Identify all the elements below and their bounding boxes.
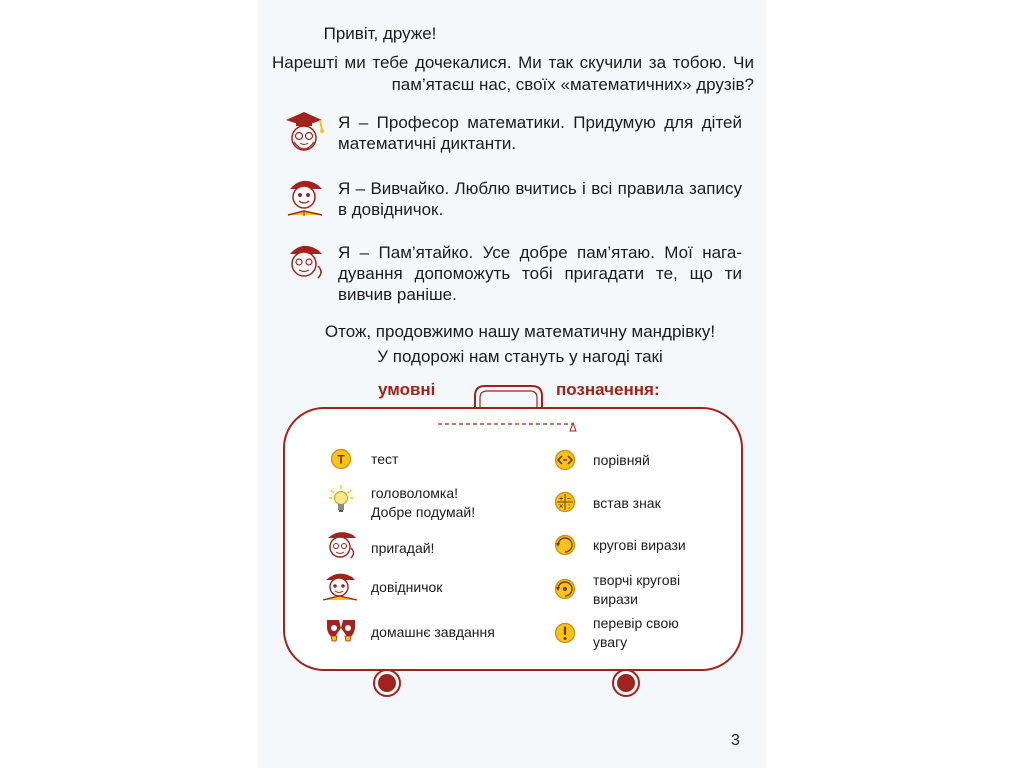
svg-text::: : bbox=[567, 503, 571, 511]
insert-sign-icon bbox=[554, 491, 576, 513]
outro-line-2: У подорожі нам стануть у нагоді такі bbox=[377, 347, 663, 366]
svg-text:T: T bbox=[337, 452, 345, 467]
legend-label-insert-sign: встав знак bbox=[593, 495, 661, 511]
vyvchaiko-text: Я – Вивчайко. Люблю вчитись і всі правила запису в довідничок. bbox=[338, 179, 742, 219]
legend-label-creative-circular: творчі кругові вирази bbox=[593, 572, 681, 607]
pamiataiko-text: Я – Пам’ятайко. Усе добре пам’ятаю. Мої нага-дування допоможуть тобі пригадати те, що ти вивчив раніше. bbox=[338, 243, 742, 304]
legend-label-puzzle: головоломка! Добре подумай! bbox=[371, 485, 476, 520]
lightbulb-icon bbox=[329, 485, 353, 515]
greeting: Привіт, друже! bbox=[323, 24, 437, 43]
legend-label-homework: домашнє завдання bbox=[371, 624, 495, 640]
test-t-icon bbox=[330, 448, 352, 470]
vyvchaiko-icon bbox=[282, 175, 328, 219]
legend-label-compare: порівняй bbox=[593, 452, 650, 468]
legend-label-remember: пригадай! bbox=[371, 540, 435, 556]
remember-face-icon bbox=[323, 528, 359, 560]
legend-label-reference: довідничок bbox=[371, 579, 443, 595]
legend-label-test: тест bbox=[371, 451, 399, 467]
attention-icon bbox=[554, 622, 576, 644]
svg-text:+: + bbox=[558, 496, 564, 503]
circular-expression-icon bbox=[554, 534, 576, 556]
outro-line-1: Отож, продовжимо нашу математичну мандрівку! bbox=[324, 322, 716, 341]
legend-label-attention: перевір свою увагу bbox=[593, 615, 679, 650]
creative-circular-icon bbox=[554, 578, 576, 600]
legend-heading-left: умовні bbox=[378, 380, 436, 399]
legend-label-circular: кругові вирази bbox=[593, 537, 686, 553]
page-number: 3 bbox=[731, 732, 740, 749]
pamiataiko-icon bbox=[282, 240, 326, 284]
professor-icon bbox=[282, 108, 326, 156]
svg-text:−: − bbox=[566, 496, 572, 503]
homework-icon bbox=[324, 616, 358, 642]
professor-text: Я – Професор математики. Придумую для дітей математичні диктанти. bbox=[338, 113, 742, 153]
legend-heading-right: позначення: bbox=[556, 380, 660, 399]
reference-book-icon bbox=[320, 569, 360, 603]
svg-text:×: × bbox=[558, 503, 564, 511]
intro-paragraph: Нарешті ми тебе дочекалися. Ми так скучили за тобою. Чи пам’ятаєш нас, своїх «математичних» друзів? bbox=[272, 53, 754, 94]
compare-icon bbox=[554, 449, 576, 471]
